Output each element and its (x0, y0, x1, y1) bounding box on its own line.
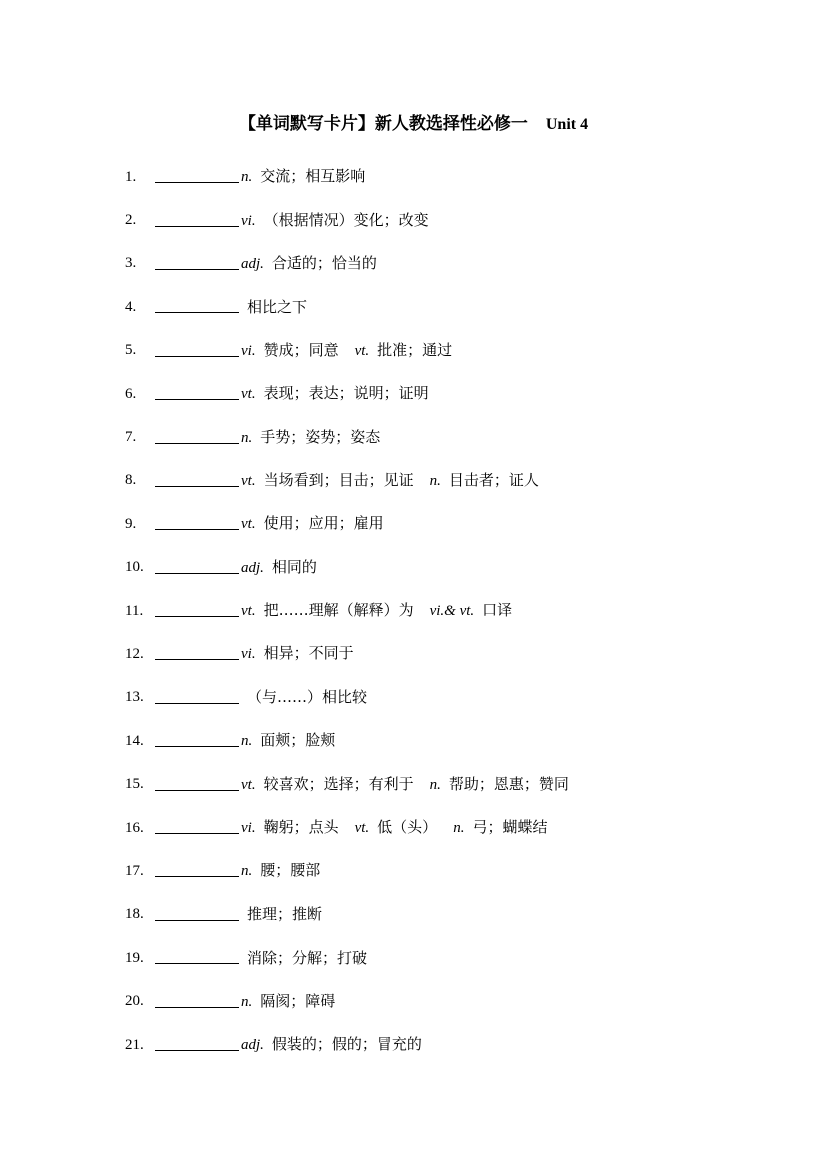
meaning-text: 手势；姿势；姿态 (260, 427, 381, 446)
part-of-speech: adj. (241, 1037, 264, 1053)
definition-segment (247, 687, 383, 707)
list-item (125, 849, 785, 892)
definition-segment (355, 817, 454, 838)
item-number: 5. (125, 342, 137, 359)
meaning-text: 腰；腰部 (260, 861, 321, 880)
meaning-text: 相同的 (271, 557, 317, 576)
part-of-speech: n. (241, 169, 253, 186)
definition-segment (241, 774, 430, 795)
meaning-text: 弓；蝴蝶结 (472, 818, 548, 837)
definition-segment (241, 730, 351, 751)
meaning-text: 低（头） (377, 818, 438, 837)
list-item (125, 329, 785, 372)
answer-blank[interactable] (155, 817, 239, 834)
definition-segment (241, 600, 430, 621)
answer-blank[interactable] (155, 687, 239, 704)
answer-blank[interactable] (155, 991, 239, 1008)
answer-blank[interactable] (155, 513, 239, 530)
list-item (125, 589, 785, 632)
part-of-speech: vt. (241, 516, 256, 533)
answer-blank[interactable] (155, 470, 239, 487)
meaning-text: 赞成；同意 (263, 340, 339, 359)
part-of-speech: adj. (241, 559, 264, 576)
definition-segment (241, 253, 393, 274)
definition-segment (241, 1034, 438, 1055)
part-of-speech: n. (453, 820, 465, 837)
definition-segment (430, 470, 555, 491)
list-item (125, 893, 785, 936)
definition-segment (247, 904, 338, 924)
list-item (125, 198, 785, 241)
meaning-text: 假装的；假的；冒充的 (271, 1035, 422, 1053)
title-unit: Unit 4 (545, 116, 589, 133)
meaning-text: 面颊；脸颊 (260, 731, 336, 750)
definition-segment (241, 340, 355, 361)
answer-blank[interactable] (155, 427, 239, 444)
definition-segment (241, 210, 445, 231)
part-of-speech: vt. (354, 820, 370, 837)
item-number: 1. (125, 168, 137, 185)
definition-segment (355, 340, 469, 361)
item-number: 21. (125, 1036, 144, 1053)
item-number: 9. (125, 515, 137, 532)
list-item (125, 1023, 785, 1066)
definition-segment (430, 600, 529, 621)
answer-blank[interactable] (155, 860, 239, 877)
list-item (125, 806, 785, 849)
item-number: 12. (125, 645, 144, 662)
answer-blank[interactable] (155, 774, 239, 791)
list-item (125, 762, 785, 805)
list-item (125, 155, 785, 198)
item-number: 17. (125, 862, 144, 879)
definition-segment (241, 513, 400, 534)
meaning-text: 推理；推断 (247, 905, 323, 924)
vocab-list (125, 155, 785, 1066)
definition-segment (241, 557, 333, 578)
answer-blank[interactable] (155, 904, 239, 921)
part-of-speech: vi. (241, 342, 256, 359)
answer-blank[interactable] (155, 340, 239, 357)
item-number: 7. (125, 429, 137, 446)
part-of-speech: vi. (241, 646, 256, 663)
part-of-speech: n. (429, 776, 441, 793)
list-item (125, 502, 785, 545)
part-of-speech: vt. (241, 386, 256, 403)
part-of-speech: vt. (241, 776, 256, 793)
item-number: 11. (125, 602, 144, 619)
meaning-text: 目击者；证人 (448, 470, 539, 489)
list-item (125, 546, 785, 589)
definition-segment (241, 817, 355, 838)
item-number: 10. (125, 559, 144, 576)
item-number: 8. (125, 472, 137, 489)
item-number: 6. (125, 385, 137, 402)
part-of-speech: vt. (241, 603, 256, 620)
meaning-text: 相比之下 (247, 297, 308, 316)
meaning-text: 合适的；恰当的 (271, 253, 377, 272)
answer-blank[interactable] (155, 253, 239, 270)
meaning-text: 帮助；恩惠；赞同 (448, 774, 569, 793)
meaning-text: 隔阂；障碍 (260, 991, 336, 1010)
part-of-speech: adj. (241, 255, 264, 272)
part-of-speech: vi. (241, 820, 256, 837)
list-item (125, 415, 785, 458)
list-item (125, 979, 785, 1022)
meaning-text: （根据情况）变化；改变 (263, 210, 429, 229)
list-item (125, 285, 785, 328)
list-item (125, 632, 785, 675)
list-item (125, 242, 785, 285)
definition-segment (241, 643, 370, 664)
part-of-speech: n. (429, 472, 441, 489)
meaning-text: 使用；应用；雇用 (263, 514, 384, 533)
meaning-text: 消除；分解；打破 (247, 948, 368, 967)
definition-segment (241, 860, 336, 881)
part-of-speech: n. (241, 863, 253, 880)
item-number: 18. (125, 906, 144, 923)
definition-segment (247, 948, 383, 968)
meaning-text: 当场看到；目击；见证 (263, 470, 414, 489)
page-title (0, 112, 827, 137)
answer-blank[interactable] (155, 1034, 239, 1051)
definition-segment (453, 817, 563, 838)
answer-blank[interactable] (155, 643, 239, 660)
item-number: 20. (125, 993, 144, 1010)
definition-segment (241, 383, 445, 404)
definition-segment (247, 297, 323, 317)
definition-segment (430, 774, 585, 795)
meaning-text: 口译 (482, 601, 513, 620)
definition-segment (241, 166, 381, 187)
meaning-text: 相异；不同于 (263, 644, 354, 663)
part-of-speech: n. (241, 993, 253, 1010)
answer-blank[interactable] (155, 600, 239, 617)
list-item (125, 676, 785, 719)
answer-blank[interactable] (155, 947, 239, 964)
part-of-speech: vt. (241, 472, 256, 489)
title-main: 【单词默写卡片】新人教选择性必修一 (238, 114, 528, 134)
item-number: 14. (125, 732, 144, 749)
item-number: 16. (125, 819, 144, 836)
meaning-text: 把……理解（解释）为 (263, 601, 414, 620)
part-of-speech: vt. (354, 342, 370, 359)
list-item (125, 459, 785, 502)
meaning-text: 批准；通过 (377, 340, 453, 359)
meaning-text: 较喜欢；选择；有利于 (263, 774, 414, 793)
meaning-text: （与……）相比较 (247, 688, 368, 707)
item-number: 15. (125, 776, 144, 793)
answer-blank[interactable] (155, 730, 239, 747)
meaning-text: 表现；表达；说明；证明 (263, 384, 429, 403)
meaning-text: 鞠躬；点头 (263, 818, 339, 837)
definition-segment (241, 470, 430, 491)
answer-blank[interactable] (155, 296, 239, 313)
answer-blank[interactable] (155, 557, 239, 574)
definition-segment (241, 991, 351, 1012)
list-item (125, 936, 785, 979)
part-of-speech: vi.& vt. (429, 603, 475, 620)
part-of-speech: vi. (241, 212, 256, 229)
item-number: 13. (125, 689, 144, 706)
item-number: 3. (125, 255, 137, 272)
list-item (125, 719, 785, 762)
answer-blank[interactable] (155, 383, 239, 400)
definition-segment (241, 427, 396, 448)
item-number: 19. (125, 949, 144, 966)
part-of-speech: n. (241, 733, 253, 750)
list-item (125, 372, 785, 415)
answer-blank[interactable] (155, 210, 239, 227)
meaning-text: 交流；相互影响 (260, 167, 366, 186)
item-number: 4. (125, 298, 137, 315)
item-number: 2. (125, 212, 137, 229)
answer-blank[interactable] (155, 166, 239, 183)
part-of-speech: n. (241, 429, 253, 446)
